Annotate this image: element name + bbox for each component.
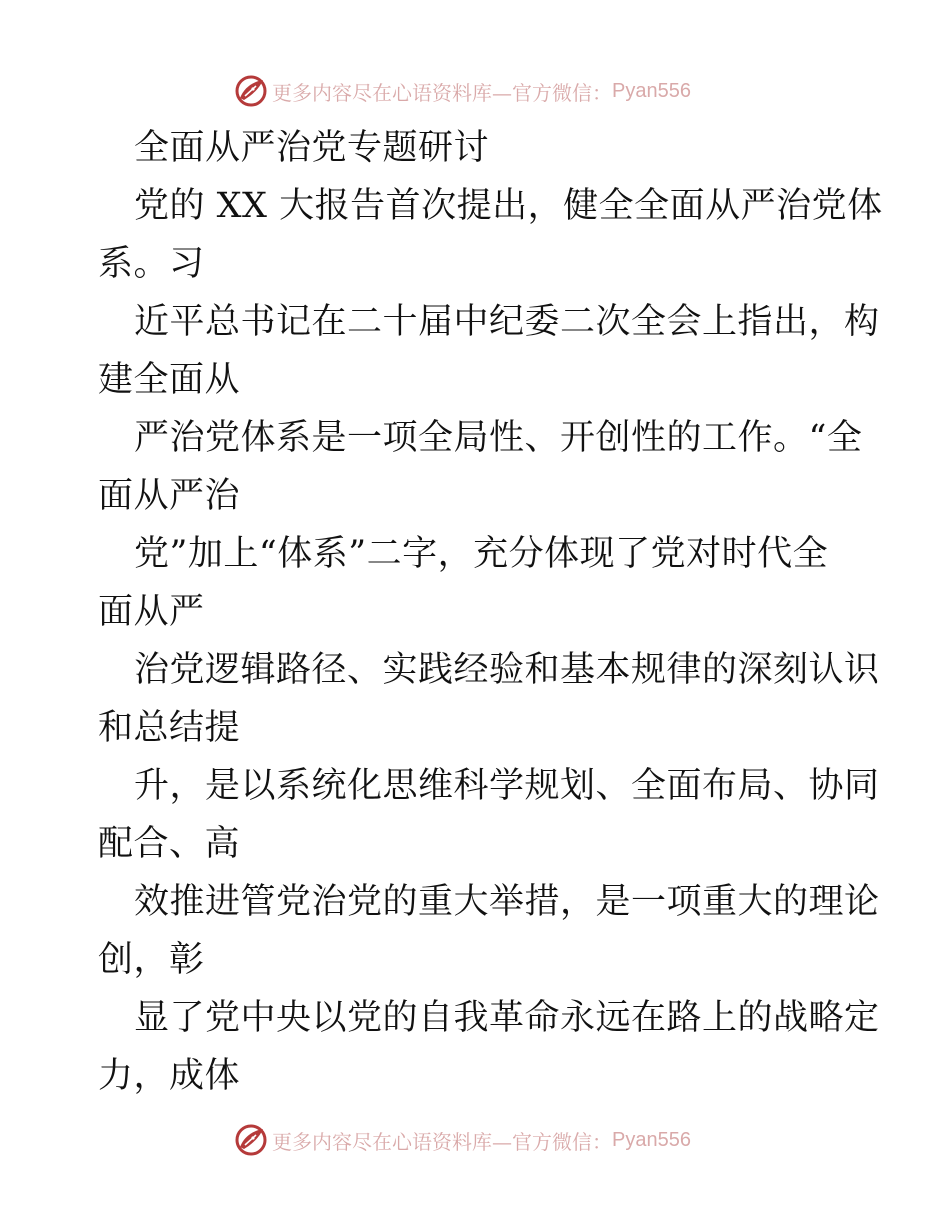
text-line: 党的 XX 大报告首次提出，健全全面从严治党体 xyxy=(134,186,883,226)
text-line: 配合、高 xyxy=(98,824,241,864)
header-watermark-banner xyxy=(234,71,691,111)
pen-nib-logo-icon xyxy=(234,74,268,108)
document-body xyxy=(98,119,883,1105)
text-line: 创，彰 xyxy=(98,940,205,980)
footer-banner-text: 更多内容尽在心语资料库—官方微信： xyxy=(272,1129,612,1154)
text-line: 党”加上“体系”二字，充分体现了党对时代全 xyxy=(134,534,829,574)
text-line: 治党逻辑路径、实践经验和基本规律的深刻认识 xyxy=(134,650,880,690)
text-line: 和总结提 xyxy=(98,708,241,748)
footer-watermark-banner xyxy=(234,1120,691,1160)
document-title: 全面从严治党专题研讨 xyxy=(134,128,490,168)
text-line: 建全面从 xyxy=(98,360,241,400)
text-line: 显了党中央以党的自我革命永远在路上的战略定 xyxy=(134,998,880,1038)
text-line: 力，成体 xyxy=(98,1056,241,1096)
text-line: 面从严 xyxy=(98,592,205,632)
header-banner-text: 更多内容尽在心语资料库—官方微信： xyxy=(272,80,612,105)
header-banner-id: Pyan556 xyxy=(612,79,691,102)
pen-nib-logo-icon xyxy=(234,1123,268,1157)
text-line: 系。习 xyxy=(98,244,205,284)
text-line: 面从严治 xyxy=(98,476,241,516)
text-line: 近平总书记在二十届中纪委二次全会上指出，构 xyxy=(134,302,880,342)
text-line: 严治党体系是一项全局性、开创性的工作。“全 xyxy=(134,418,863,458)
footer-banner-id: Pyan556 xyxy=(612,1128,691,1151)
text-line: 升，是以系统化思维科学规划、全面布局、协同 xyxy=(134,766,880,806)
text-line: 效推进管党治党的重大举措，是一项重大的理论 xyxy=(134,882,880,922)
